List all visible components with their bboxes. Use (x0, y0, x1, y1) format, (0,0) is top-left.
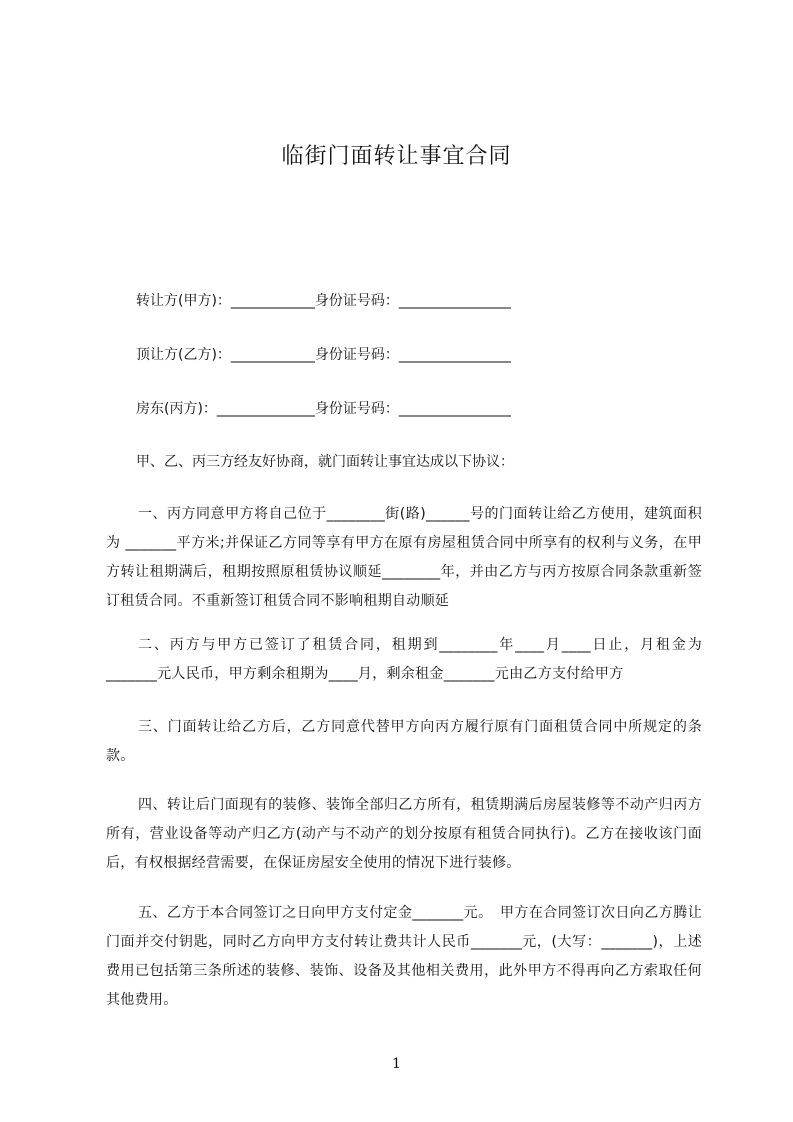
clause-3: 三、门面转让给乙方后，乙方同意代替甲方向丙方履行原有门面租赁合同中所规定的条款。 (106, 719, 702, 764)
document-title: 临街门面转让事宜合同 (281, 144, 512, 169)
party-landlord-line: 房东(丙方)：______________身份证号码：________________ (136, 401, 511, 417)
party-transferee-line: 顶让方(乙方)：____________身份证号码：________________ (136, 347, 511, 363)
clause-2: 二、丙方与甲方已签订了租赁合同，租期到________年____月____日止，月租金为_______元人民币，甲方剩余租期为____月，剩余租金_______元由乙方支付给甲方 (106, 637, 702, 682)
page-number: 1 (392, 1056, 401, 1072)
agreement-intro: 甲、乙、丙三方经友好协商，就门面转让事宜达成以下协议： (136, 454, 514, 470)
clause-1: 一、丙方同意甲方将自己位于________街(路)______号的门面转让给乙方使用，建筑面积为 _______平方米;并保证乙方同等享有甲方在原有房屋租赁合同中所享有的权利与义务，在甲方转让租期满后，租期按照原租赁协议顺延________年，并由乙方与丙方按原合同条款重新签订租赁合同。不重新签订租赁合同不影响租期自动顺延 (106, 506, 702, 609)
clause-4: 四、转让后门面现有的装修、装饰全部归乙方所有，租赁期满后房屋装修等不动产归丙方所有，营业设备等动产归乙方(动产与不动产的划分按原有租赁合同执行)。乙方在接收该门面后，有权根据经营需要，在保证房屋安全使用的情况下进行装修。 (106, 797, 702, 871)
party-transferor-line: 转让方(甲方)：____________身份证号码：________________ (136, 293, 511, 309)
clause-5: 五、乙方于本合同签订之日向甲方支付定金_______元。 甲方在合同签订次日向乙方腾让门面并交付钥匙，同时乙方向甲方支付转让费共计人民币_______元，(大写：_______)，上述费用已包括第三条所述的装修、装饰、设备及其他相关费用，此外甲方不得再向乙方索取任何其他费用。 (106, 905, 702, 1008)
